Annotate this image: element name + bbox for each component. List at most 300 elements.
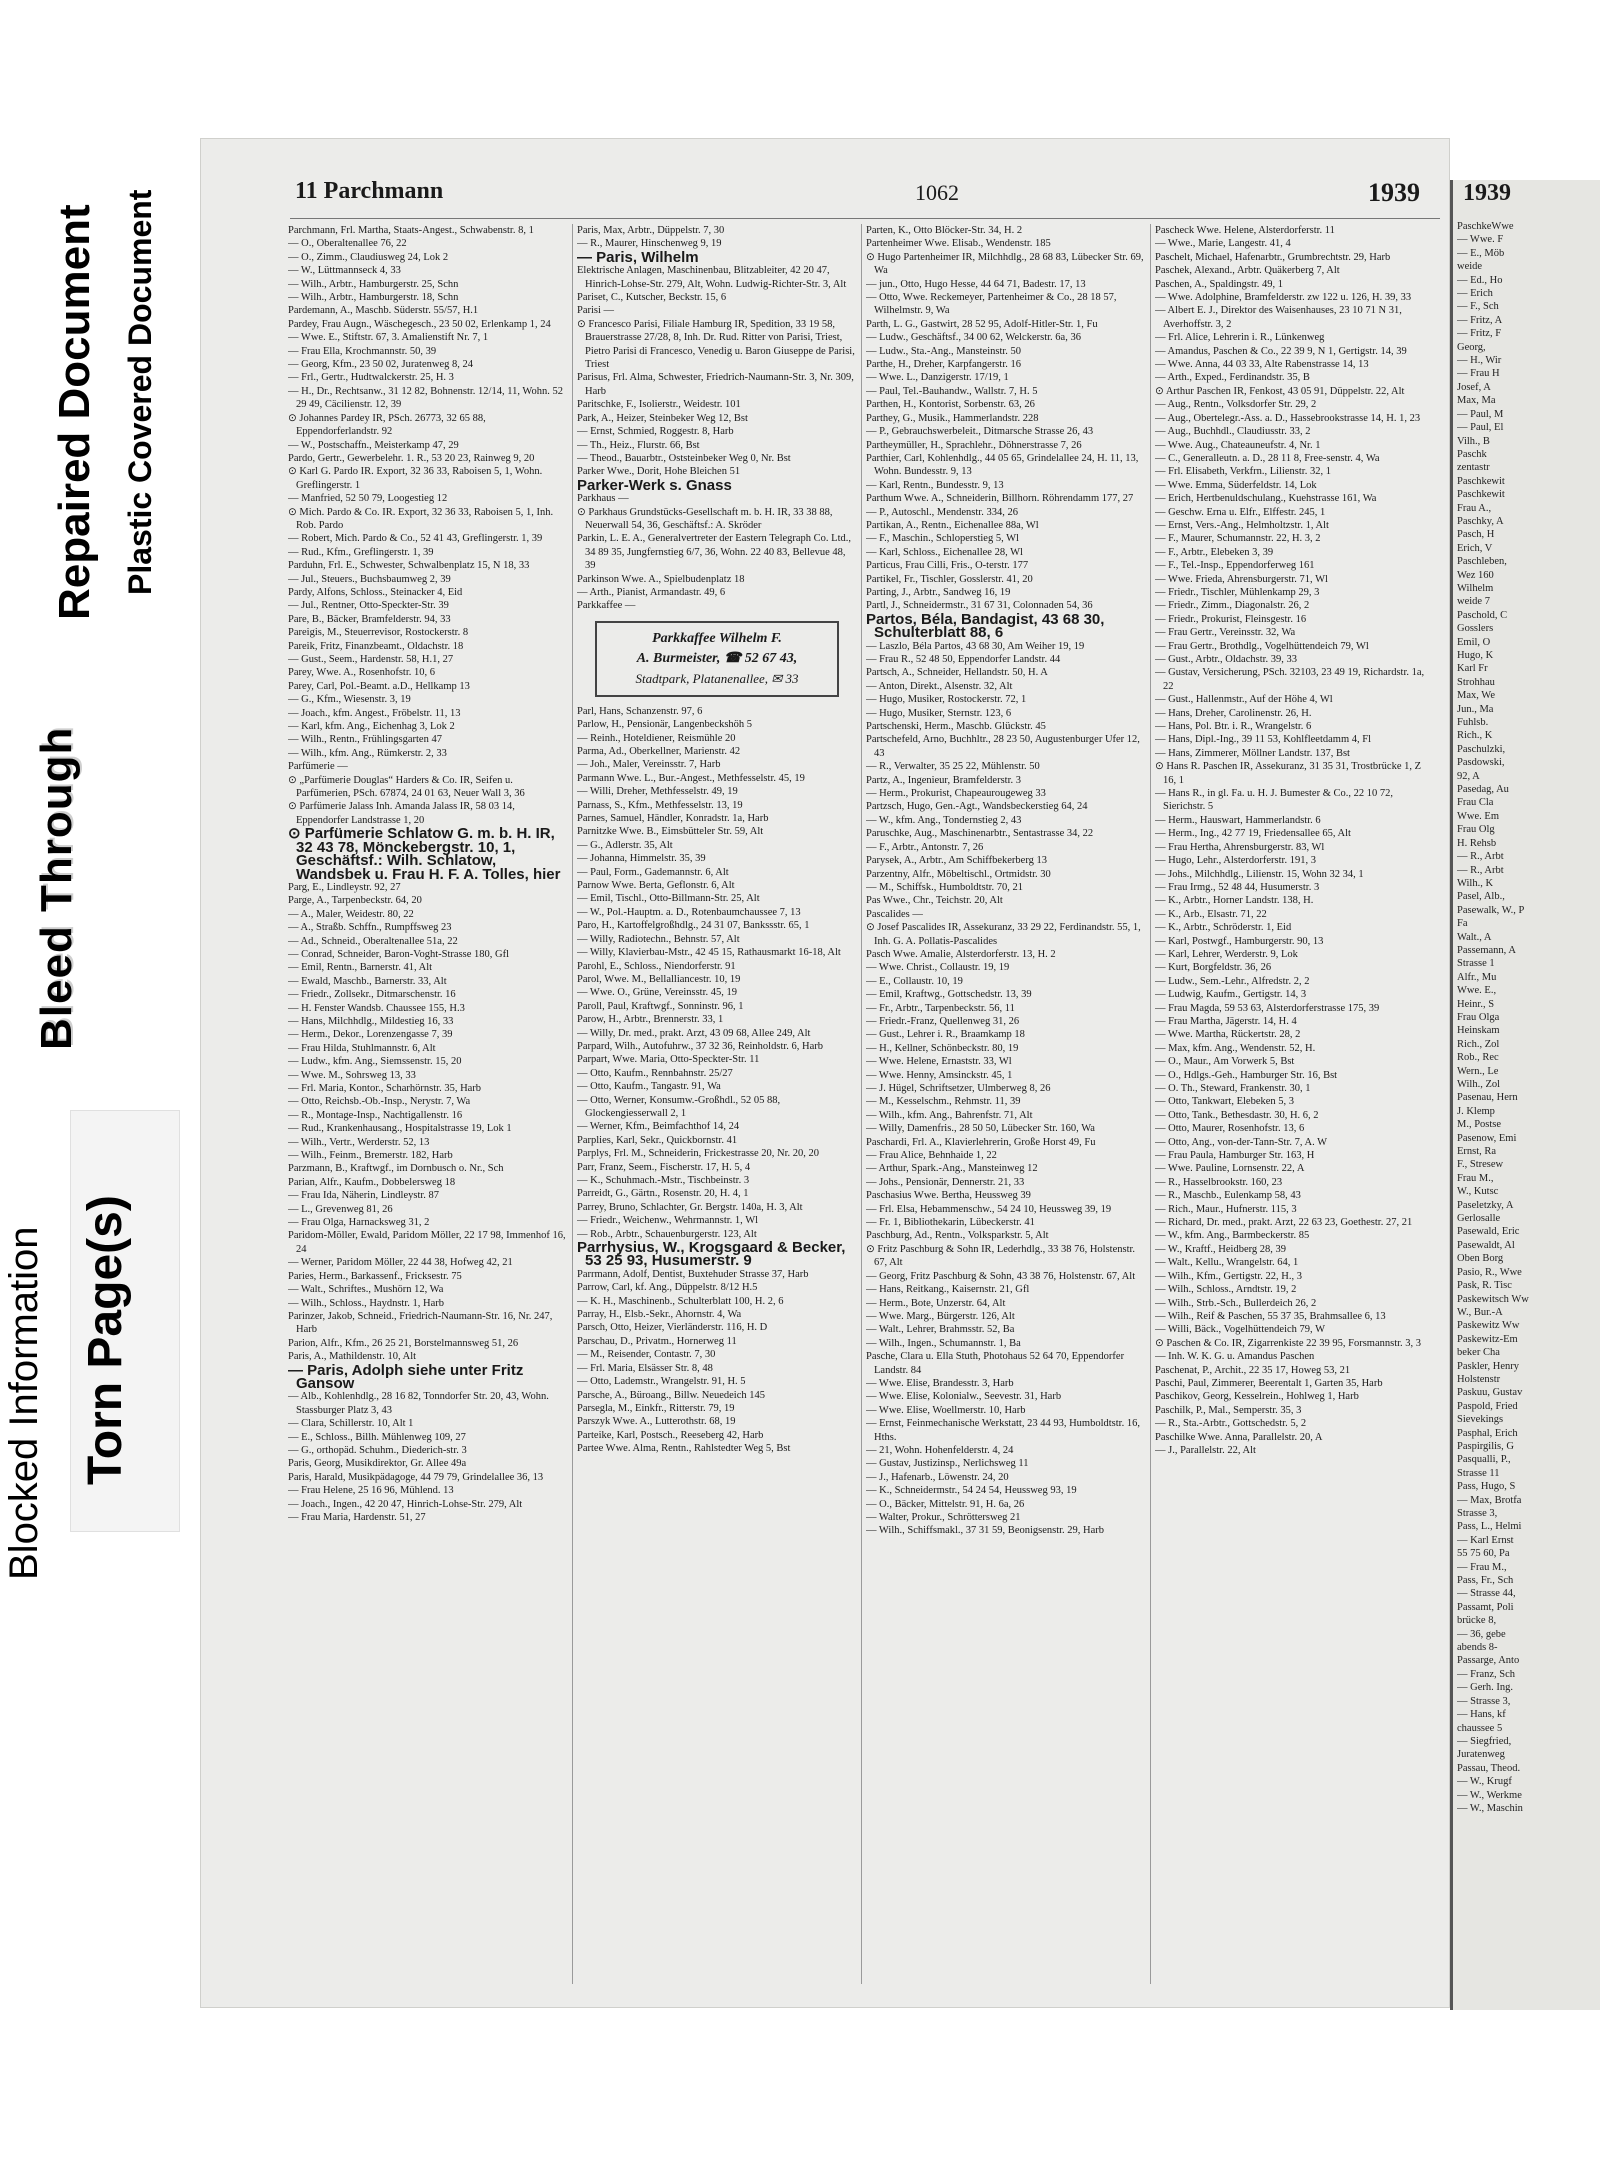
directory-entry: — Karl, Schloss., Eichenallee 28, Wl: [866, 546, 1023, 558]
bleed-through-label: Bleed Through: [32, 726, 81, 1050]
directory-entry: Parnitzke Wwe. B., Eimsbütteler Str. 59, Alt: [577, 826, 764, 838]
directory-entry: — R., Verwalter, 35 25 22, Mühlenstr. 50: [866, 761, 1040, 773]
directory-entry: Parker Wwe., Dorit, Hohe Bleichen 51: [577, 466, 741, 478]
directory-entry: — Hans, Zimmerer, Möllner Landstr. 137, Bst: [1155, 747, 1350, 759]
directory-entry: — Herm., Hauswart, Hammerlandstr. 6: [1155, 814, 1321, 826]
directory-entry: — Arth., Pianist, Armandastr. 49, 6: [577, 586, 726, 598]
directory-entry: — Herm., Prokurist, Chapeaurougeweg 33: [866, 788, 1046, 800]
directory-entry: Pas Wwe., Chr., Teichstr. 20, Alt: [866, 895, 1003, 907]
directory-column-2: [577, 224, 862, 1984]
directory-entry: — Georg, Fritz Paschburg & Sohn, 43 38 76, Holstenstr. 67, Alt: [866, 1270, 1136, 1282]
directory-entry: ⊙ Parfümerie Jalass Inh. Amanda Jalass IR, 58 03 14, Eppendorfer Landstrasse 1, 20: [288, 801, 515, 826]
directory-entry: — Paul, Form., Gademannstr. 6, Alt: [577, 866, 729, 878]
directory-entry: — Aug., Buchhdl., Claudiusstr. 33, 2: [1155, 426, 1311, 438]
directory-entry: Parplies, Karl, Sekr., Quickbornstr. 41: [577, 1134, 738, 1146]
directory-entry: Paro, H., Kartoffelgroßhdlg., 24 31 07, Bankssstr. 65, 1: [577, 920, 810, 932]
adjacent-entry: Passemann, A: [1457, 944, 1516, 956]
directory-entry: — Wwe. M., Sohrsweg 13, 33: [288, 1069, 416, 1081]
adjacent-entry: Rich., Zol: [1457, 1038, 1500, 1050]
directory-entry: Parrmann, Adolf, Dentist, Buxtehuder Strasse 37, Harb: [577, 1268, 809, 1280]
directory-entry: — Herm., Bote, Unzerstr. 64, Alt: [866, 1297, 1006, 1309]
adjacent-entry: — Frau H: [1457, 368, 1500, 380]
directory-entry: Parinzer, Jakob, Schneid., Friedrich-Naumann-Str. 16, Nr. 247, Harb: [288, 1310, 553, 1336]
directory-entry: — J., Hafenarb., Löwenstr. 24, 20: [866, 1471, 1009, 1483]
directory-entry: Paschelt, Michael, Hafenarbtr., Grumbrechtstr. 29, Harb: [1155, 251, 1391, 263]
adjacent-entry: Max, We: [1457, 690, 1496, 702]
adjacent-entry: beker Cha: [1457, 1347, 1500, 1359]
adjacent-entry: Pasedag, Au: [1457, 784, 1509, 796]
directory-entry: — Wwe. Henny, Amsinckstr. 45, 1: [866, 1069, 1013, 1081]
directory-entry: Parreidt, G., Gärtn., Rosenstr. 20, H. 4, 1: [577, 1188, 749, 1200]
directory-entry: Parr, Franz, Seem., Fischerstr. 17, H. 5, 4: [577, 1161, 751, 1173]
directory-entry: — Werner, Kfm., Beimfachthof 14, 24: [577, 1121, 740, 1133]
directory-entry: — Otto, Kaufm., Tangastr. 91, Wa: [577, 1081, 721, 1093]
adjacent-entry: 92, A: [1457, 770, 1480, 782]
directory-entry: Parysek, A., Arbtr., Am Schiffbekerberg 13: [866, 855, 1048, 867]
adjacent-entry: brücke 8,: [1457, 1615, 1497, 1627]
directory-entry: — Frau Alice, Behnhaide 1, 22: [866, 1150, 997, 1162]
adjacent-entry: Paschkewit: [1457, 489, 1505, 501]
directory-entry: Parol, Wwe. M., Bellalliancestr. 10, 19: [577, 973, 741, 985]
adjacent-entry: Alfr., Mu: [1457, 971, 1497, 983]
directory-entry: Partz, A., Ingenieur, Bramfelderstr. 3: [866, 774, 1021, 786]
directory-entry: — Wwe., Marie, Langestr. 41, 4: [1155, 238, 1291, 250]
adjacent-entry: F., Stresew: [1457, 1159, 1504, 1171]
page-number: 1062: [915, 180, 959, 205]
directory-entry: Paris, A., Mathildenstr. 10, Alt: [288, 1351, 417, 1363]
directory-entry: — Aug., Rentn., Volksdorfer Str. 29, 2: [1155, 399, 1317, 411]
directory-entry: — Friedr., Weichenw., Wehrmannstr. 1, Wl: [577, 1215, 759, 1227]
adjacent-entry: Rob., Rec: [1457, 1052, 1499, 1064]
adjacent-entry: — W., Maschin: [1457, 1802, 1523, 1814]
directory-entry: — Gustav, Versicherung, PSch. 32103, 23 49 19, Richardstr. 1a, 22: [1155, 667, 1425, 692]
directory-entry: — Willy, Radiotechn., Behnstr. 57, Alt: [577, 933, 740, 945]
directory-entry: Paris, Max, Arbtr., Düppelstr. 7, 30: [577, 225, 725, 236]
directory-entry: — Hans, Dreher, Carolinenstr. 26, H.: [1155, 707, 1312, 719]
directory-entry: — Otto, Tankwart, Elebeken 5, 3: [1155, 1096, 1295, 1108]
adjacent-entry: Fuhlsb.: [1457, 717, 1489, 729]
directory-entry: Paris, Harald, Musikpädagoge, 44 79 79, Grindelallee 36, 13: [288, 1471, 544, 1483]
adjacent-entry: — Gerh. Ing.: [1457, 1682, 1513, 1694]
adjacent-entry: Frau Olg: [1457, 824, 1495, 836]
directory-entry: — Johanna, Himmelstr. 35, 39: [577, 853, 706, 865]
adjacent-entry: — Paul, M: [1457, 408, 1504, 420]
directory-entry: — Karl, Lehrer, Werderstr. 9, Lok: [1155, 948, 1298, 960]
directory-entry: Parkhaus —: [577, 493, 629, 505]
directory-entry: Parey, Wwe. A., Rosenhofstr. 10, 6: [288, 667, 435, 679]
directory-entry: Parth, L. G., Gastwirt, 28 52 95, Adolf-Hitler-Str. 1, Fu: [866, 318, 1098, 330]
directory-entry: — Fr. 1, Bibliothekarin, Lübeckerstr. 41: [866, 1217, 1035, 1229]
directory-entry: Paschburg, Ad., Rentn., Volksparkstr. 5, Alt: [866, 1230, 1049, 1242]
directory-entry: — Wilh., Schloss., Haydnstr. 1, Harb: [288, 1297, 445, 1309]
directory-entry: ⊙ Josef Pascalides IR, Assekuranz, 33 29 22, Ferdinandstr. 55, 1, Inh. G. A. Pollatis-Pascalides: [866, 922, 1141, 947]
directory-entry: — R., Maschb., Eulenkamp 58, 43: [1155, 1190, 1301, 1202]
adjacent-entry: Georg,: [1457, 341, 1486, 353]
adjacent-entry: Vilh., B: [1457, 435, 1490, 447]
adjacent-entry: Paspirgilis, G: [1457, 1440, 1514, 1452]
adjacent-entry: Pasel, Alb.,: [1457, 891, 1505, 903]
directory-entry: Pare, B., Bäcker, Bramfelderstr. 94, 33: [288, 613, 451, 625]
directory-columns: [288, 224, 1448, 1984]
directory-entry: — Hans, Milchhdlg., Mildestieg 16, 33: [288, 1015, 454, 1027]
directory-entry: Parray, H., Elsb.-Sekr., Ahornstr. 4, Wa: [577, 1309, 742, 1321]
directory-entry: — Alb., Kohlenhdlg., 28 16 82, Tonndorfer Str. 20, 43, Wohn. Stassburger Platz 3, 43: [288, 1391, 549, 1416]
directory-entry: — Otto, Lademstr., Wrangelstr. 91, H. 5: [577, 1376, 746, 1388]
adjacent-entry: Frau M.,: [1457, 1172, 1494, 1184]
directory-entry: — Frau Gertr., Vereinsstr. 32, Wa: [1155, 627, 1296, 639]
directory-entry: Parnass, S., Kfm., Methfesselstr. 13, 19: [577, 799, 743, 811]
directory-entry: — jun., Otto, Hugo Hesse, 44 64 71, Badestr. 17, 13: [866, 278, 1086, 290]
ad-address: Stadtpark, Platanenallee,: [635, 670, 769, 686]
adjacent-entry: Wilhelm: [1457, 582, 1494, 594]
directory-entry: Paries, Herm., Barkassenf., Fricksestr. 75: [288, 1270, 462, 1282]
directory-entry: Parkinson Wwe. A., Spielbudenplatz 18: [577, 573, 745, 585]
directory-entry: Paschek, Alexand., Arbtr. Quäkerberg 7, Alt: [1155, 265, 1340, 277]
directory-entry: — Jul., Rentner, Otto-Speckter-Str. 39: [288, 600, 449, 612]
directory-entry: — Wilh., Schloss., Arndtstr. 19, 2: [1155, 1284, 1297, 1296]
directory-entry: — Ewald, Maschb., Barnerstr. 33, Alt: [288, 975, 447, 987]
adjacent-entry: Strasse 11: [1457, 1467, 1500, 1479]
adjacent-entry: PaschkeWwe: [1457, 221, 1514, 232]
directory-entry: Parteike, Karl, Postsch., Reeseberg 42, Harb: [577, 1429, 764, 1441]
directory-entry: — E., Collaustr. 10, 19: [866, 975, 963, 987]
adjacent-entry: Pasenow, Emi: [1457, 1132, 1517, 1144]
adjacent-entry: Wilh., K: [1457, 877, 1494, 889]
directory-entry: Parzentny, Alfr., Möbeltischl., Ortmidstr. 30: [866, 868, 1051, 880]
adjacent-entry: Karl Fr: [1457, 663, 1488, 675]
directory-entry: — Otto, Wwe. Reckemeyer, Partenheimer & Co., 28 18 57, Wilhelmstr. 9, Wa: [866, 292, 1117, 317]
adjacent-entry: Juratenweg: [1457, 1749, 1505, 1761]
directory-entry: — Hans, Pol. Btr. i. R., Wrangelstr. 6: [1155, 721, 1312, 733]
directory-entry: — Wwe. Frieda, Ahrensburgerstr. 71, Wl: [1155, 573, 1328, 585]
adjacent-entry: Passarge, Anto: [1457, 1655, 1520, 1667]
directory-entry: — Wwe. L., Danzigerstr. 17/19, 1: [866, 372, 1009, 384]
directory-entry: — A., Straßb. Schffn., Rumpffsweg 23: [288, 922, 452, 934]
adjacent-entry: Pasenau, Hern: [1457, 1092, 1518, 1104]
directory-entry: — Friedr., Zimm., Diagonalstr. 26, 2: [1155, 600, 1310, 612]
adjacent-entry: Strohhau: [1457, 676, 1495, 688]
directory-entry: Partee Wwe. Alma, Rentn., Rahlstedter Weg 5, Bst: [577, 1443, 791, 1455]
directory-entry: — M., Kesselschm., Rehmstr. 11, 39: [866, 1096, 1021, 1108]
directory-entry: — Wilh., Rentn., Frühlingsgarten 47: [288, 734, 442, 746]
directory-entry: — R., Hasselbrookstr. 160, 23: [1155, 1176, 1283, 1188]
directory-entry: — Th., Heiz., Flurstr. 66, Bst: [577, 439, 700, 451]
adjacent-entry: — F., Sch: [1457, 301, 1499, 313]
directory-entry: ⊙ Hugo Partenheimer IR, Milchhdlg., 28 68 83, Lübecker Str. 69, Wa: [866, 251, 1144, 277]
directory-entry: Parmann Wwe. L., Bur.-Angest., Methfesselstr. 45, 19: [577, 772, 805, 784]
directory-entry: Pasch Wwe. Amalie, Alsterdorferstr. 13, H. 2: [866, 948, 1056, 960]
directory-entry: — Walter, Prokur., Schröttersweg 21: [866, 1512, 1021, 1523]
plastic-covered-label: Plastic Covered Document: [122, 189, 158, 595]
directory-entry: Pardemann, A., Maschb. Süderstr. 55/57, H.1: [288, 305, 479, 317]
adjacent-entry: J. Klemp: [1457, 1105, 1495, 1117]
directory-entry: Partschefeld, Arno, Buchhltr., 28 23 50, Augustenburger Ufer 12, 43: [866, 734, 1140, 759]
directory-entry: Parker-Werk s. Gnass: [577, 476, 732, 494]
directory-entry: Parzmann, B., Kraftwgf., im Dornbusch o. Nr., Sch: [288, 1163, 504, 1175]
adjacent-entry: Paschleben,: [1457, 556, 1507, 568]
directory-entry: — W., Postschaffn., Meisterkamp 47, 29: [288, 439, 459, 451]
directory-entry: — K., Arb., Elsastr. 71, 22: [1155, 908, 1267, 920]
directory-entry: Parchmann, Frl. Martha, Staats-Angest., Schwabenstr. 8, 1: [288, 225, 534, 236]
directory-entry: Pardy, Alfons, Schloss., Steinacker 4, Eid: [288, 586, 463, 598]
directory-entry: — Wwe. Anna, 44 03 33, Alte Rabenstrasse 14, 13: [1155, 359, 1369, 371]
directory-entry: Pascheck Wwe. Helene, Alsterdorferstr. 11: [1155, 225, 1335, 236]
directory-entry: Parthum Wwe. A., Schneiderin, Billhorn. Röhrendamm 177, 27: [866, 493, 1134, 505]
directory-entry: — Rud., Krankenhausang., Hospitalstrasse 19, Lok 1: [288, 1123, 512, 1135]
directory-entry: — O., Oberaltenallee 76, 22: [288, 238, 407, 250]
adjacent-entry: — Karl Ernst: [1457, 1534, 1514, 1546]
directory-entry: — Ludwig, Kaufm., Gertigstr. 14, 3: [1155, 989, 1307, 1001]
directory-entry: Parszyk Wwe. A., Lutterothstr. 68, 19: [577, 1416, 736, 1428]
directory-entry: — Manfried, 52 50 79, Loogestieg 12: [288, 493, 448, 505]
directory-entry: — O., Zimm., Claudiusweg 24, Lok 2: [288, 251, 449, 263]
directory-entry: — O. Th., Steward, Frankenstr. 30, 1: [1155, 1083, 1311, 1094]
directory-entry: — Rob., Arbtr., Schauenburgerstr. 123, Alt: [577, 1228, 757, 1240]
directory-entry: — Frau Olga, Harnacksweg 31, 2: [288, 1217, 430, 1229]
adjacent-entry: Gosslers: [1457, 623, 1494, 635]
directory-entry: Paschardi, Frl. A., Klavierlehrerin, Große Horst 49, Fu: [866, 1136, 1096, 1148]
adjacent-entry: Holstenstr: [1457, 1373, 1501, 1385]
adjacent-entry: — Max, Brotfa: [1457, 1494, 1522, 1506]
directory-entry: — P., Gebrauchswerbeleit., Ditmarsche Strasse 26, 43: [866, 426, 1094, 438]
phone-icon: ☎: [723, 650, 742, 666]
adjacent-entry: Pass, L., Helmi: [1457, 1521, 1522, 1533]
directory-entry: — R., Sta.-Arbtr., Gottschedstr. 5, 2: [1155, 1418, 1307, 1430]
directory-entry: — Emil, Kraftwg., Gottschedstr. 13, 39: [866, 989, 1032, 1001]
adjacent-entry: — Wwe. F: [1457, 234, 1504, 246]
directory-entry: — Arthur, Spark.-Ang., Mansteinweg 12: [866, 1163, 1038, 1175]
directory-entry: — W., Lüttmannseck 4, 33: [288, 265, 401, 277]
directory-entry: — Rud., Kfm., Greflingerstr. 1, 39: [288, 546, 434, 558]
directory-entry: — Walt., Kellu., Wrangelstr. 64, 1: [1155, 1257, 1299, 1269]
directory-entry: — Friedr., Tischler, Mühlenkamp 29, 3: [1155, 586, 1320, 598]
directory-entry: Parian, Alfr., Kaufm., Dobbelersweg 18: [288, 1176, 456, 1188]
directory-entry: Partenheimer Wwe. Elisab., Wendenstr. 185: [866, 238, 1051, 250]
directory-entry: Park, A., Heizer, Steinbeker Weg 12, Bst: [577, 412, 748, 424]
directory-entry: Parschau, D., Privatm., Hornerweg 11: [577, 1335, 737, 1347]
directory-entry: — Joach., kfm. Angest., Fröbelstr. 11, 13: [288, 707, 461, 719]
adjacent-entry: — Ed., Ho: [1457, 274, 1503, 286]
page-header: [295, 178, 1430, 218]
directory-column-1: [288, 224, 573, 1984]
directory-entry: ⊙ Fritz Paschburg & Sohn IR, Lederhdlg., 33 38 76, Holstenstr. 67, Alt: [866, 1243, 1136, 1269]
adjacent-entry: Wilh., Zol: [1457, 1079, 1501, 1090]
directory-entry: Partikan, A., Rentn., Eichenallee 88a, Wl: [866, 519, 1039, 531]
directory-entry: Partheymüller, H., Sprachlehr., Döhnerstrasse 7, 26: [866, 439, 1082, 451]
directory-entry: — Theod., Bauarbtr., Oststeinbeker Weg 0, Nr. Bst: [577, 452, 791, 464]
adjacent-entry: Heinskam: [1457, 1025, 1500, 1037]
adjacent-entry: — H., Wir: [1457, 355, 1502, 367]
directory-entry: — C., Generalleutn. a. D., 28 11 8, Free-senstr. 4, Wa: [1155, 452, 1380, 464]
directory-entry: Paschen, A., Spaldingstr. 49, 1: [1155, 278, 1284, 290]
directory-entry: Parpard, Wilh., Autofuhrw., 37 32 36, Reinholdstr. 6, Harb: [577, 1040, 824, 1052]
directory-entry: — Otto, Kaufm., Rennbahnstr. 25/27: [577, 1067, 733, 1079]
directory-entry: Partl, J., Schneidermstr., 31 67 31, Colonnaden 54, 36: [866, 600, 1093, 612]
blocked-information-label: Blocked Information: [2, 1226, 46, 1580]
directory-entry: — Aug., Obertelegr.-Ass. a. D., Hassebrookstrasse 14, H. 1, 23: [1155, 412, 1421, 424]
adjacent-entry: Pass, Hugo, S: [1457, 1481, 1516, 1493]
directory-entry: — Ludw., Sem.-Lehr., Alfredstr. 2, 2: [1155, 975, 1310, 987]
directory-entry: — Wwe. Marg., Bürgerstr. 126, Alt: [866, 1310, 1015, 1322]
directory-entry: Pascalides —: [866, 908, 923, 920]
directory-entry: — Wilh., kfm. Ang., Rümkerstr. 2, 33: [288, 747, 447, 759]
directory-entry: — F., Tel.-Insp., Eppendorferweg 161: [1155, 560, 1315, 572]
directory-entry: — G., orthopäd. Schuhm., Diederich-str. 3: [288, 1444, 467, 1456]
mail-icon: ✉: [771, 670, 783, 686]
directory-entry: — Frau Gertr., Brothdlg., Vogelhüttendeich 79, Wl: [1155, 640, 1369, 652]
directory-entry: — Paul, Tel.-Bauhandw., Wallstr. 7, H. 5: [866, 385, 1038, 397]
directory-entry: Parthen, H., Kontorist, Sorbenstr. 63, 26: [866, 399, 1035, 411]
directory-entry: — K., Arbtr., Schröderstr. 1, Eid: [1155, 922, 1292, 934]
directory-entry: — Frau Magda, 59 53 63, Alsterdorferstrasse 175, 39: [1155, 1002, 1380, 1014]
directory-entry: — Frl. Elsa, Hebammenschw., 54 24 10, Heussweg 39, 19: [866, 1203, 1112, 1215]
adjacent-entry: Rich., K: [1457, 730, 1493, 742]
directory-entry: — Gust., Hallenmstr., Auf der Höhe 4, Wl: [1155, 694, 1333, 706]
directory-entry: Pareik, Fritz, Finanzbeamt., Oldachstr. 18: [288, 640, 464, 652]
adjacent-page-column: [1457, 220, 1597, 1815]
directory-entry: — K., Schneidermstr., 54 24 54, Heussweg 93, 19: [866, 1485, 1077, 1497]
adjacent-entry: Josef, A: [1457, 381, 1491, 393]
adjacent-entry: Emil, O: [1457, 636, 1491, 648]
directory-entry: Pariset, C., Kutscher, Beckstr. 15, 6: [577, 292, 727, 304]
directory-entry: ⊙ Karl G. Pardo IR. Export, 32 36 33, Raboisen 5, 1, Wohn. Greflingerstr. 1: [288, 466, 543, 491]
directory-entry: — Ernst, Schmied, Roggestr. 8, Harb: [577, 426, 734, 438]
directory-entry: — M., Schiffsk., Humboldtstr. 70, 21: [866, 881, 1024, 893]
adjacent-entry: Passamt, Poli: [1457, 1601, 1514, 1613]
directory-entry: — O., Bäcker, Mittelstr. 91, H. 6a, 26: [866, 1498, 1025, 1510]
directory-entry: — Johs., Pensionär, Dennerstr. 21, 33: [866, 1176, 1025, 1188]
directory-entry: — Gustav, Justizinsp., Nerlichsweg 11: [866, 1458, 1029, 1470]
directory-entry: Parnow Wwe. Berta, Geflonstr. 6, Alt: [577, 880, 735, 892]
directory-entry: — O., Maur., Am Vorwerk 5, Bst: [1155, 1056, 1295, 1068]
adjacent-entry: W., Kutsc: [1457, 1186, 1499, 1198]
adjacent-entry: Paschky, A: [1457, 515, 1504, 527]
directory-entry: — Wwe. Aug., Chateauneufstr. 4, Nr. 1: [1155, 439, 1321, 451]
directory-entry: — K., Arbtr., Horner Landstr. 138, H.: [1155, 895, 1314, 907]
directory-entry: — Karl, kfm. Ang., Eichenhag 3, Lok 2: [288, 721, 455, 733]
directory-entry: — Albert E. J., Direktor des Waisenhauses, 23 10 71 N 31, Averhoffstr. 3, 2: [1155, 305, 1402, 330]
adjacent-entry: Wern., Le: [1457, 1065, 1499, 1077]
directory-entry: — K., Schuhmach.-Mstr., Tischbeinstr. 3: [577, 1175, 750, 1186]
directory-entry: Parisi —: [577, 305, 615, 317]
directory-entry: — E., Schloss., Billh. Mühlenweg 109, 27: [288, 1431, 466, 1443]
adjacent-entry: — R., Arbt: [1457, 864, 1504, 876]
directory-entry: — Frau Maria, Hardenstr. 51, 27: [288, 1512, 426, 1523]
directory-entry: Partschenski, Herm., Maschb. Glückstr. 45: [866, 721, 1046, 733]
adjacent-entry: Heinr., S: [1457, 998, 1495, 1010]
adjacent-entry: Paschulzki,: [1457, 743, 1506, 755]
directory-entry: — Frl. Elisabeth, Verkfrn., Lilienstr. 32, 1: [1155, 466, 1331, 478]
directory-entry: — F., Maschin., Schloperstieg 5, Wl: [866, 533, 1019, 545]
directory-entry: — Fr., Arbtr., Tarpenbeckstr. 56, 11: [866, 1002, 1015, 1014]
directory-entry: Parsche, A., Büroang., Billw. Neuedeich 145: [577, 1389, 765, 1401]
directory-entry: Parsegla, M., Einkfr., Ritterstr. 79, 19: [577, 1402, 735, 1414]
directory-entry: — K. H., Maschinenb., Schulterblatt 100, H. 2, 6: [577, 1295, 784, 1307]
directory-entry: — F., Arbtr., Elebeken 3, 39: [1155, 546, 1274, 558]
directory-entry: — Rich., Maur., Hufnerstr. 115, 3: [1155, 1203, 1297, 1215]
ad-line-2: [605, 649, 829, 669]
directory-entry: — Conrad, Schneider, Baron-Voght-Strasse 180, Gfl: [288, 948, 510, 960]
directory-entry: — Kurt, Borgfeldstr. 36, 26: [1155, 962, 1272, 974]
adjacent-entry: Frau Olga: [1457, 1011, 1500, 1023]
directory-entry: — Emil, Rentn., Barnerstr. 41, Alt: [288, 962, 433, 974]
adjacent-entry: — Paul, El: [1457, 422, 1504, 434]
directory-entry: Paruschke, Aug., Maschinenarbtr., Sentastrasse 34, 22: [866, 828, 1094, 840]
directory-entry: — Wwe. Elise, Woellmerstr. 10, Harb: [866, 1404, 1026, 1416]
adjacent-entry: Pask, R. Tisc: [1457, 1280, 1512, 1292]
directory-entry: Parge, A., Tarpenbeckstr. 64, 20: [288, 895, 422, 907]
ad-line-3: [605, 669, 829, 689]
adjacent-entry: Paspold, Fried: [1457, 1400, 1518, 1412]
directory-entry: — Wilh., Schiffsmakl., 37 31 59, Beonigsenstr. 29, Harb: [866, 1525, 1105, 1537]
directory-entry: Paschilke Wwe. Anna, Parallelstr. 20, A: [1155, 1431, 1323, 1443]
directory-entry: Parrhysius, W., Krogsgaard & Becker, 53 25 93, Husumerstr. 9: [577, 1239, 846, 1270]
directory-entry: — Ernst, Vers.-Ang., Helmholtzstr. 1, Alt: [1155, 519, 1329, 531]
directory-entry: — H., Kellner, Schönbeckstr. 80, 19: [866, 1042, 1019, 1054]
adjacent-entry: Paskuu, Gustav: [1457, 1387, 1523, 1399]
directory-entry: — Inh. W. K. G. u. Amandus Paschen: [1155, 1351, 1315, 1363]
adjacent-entry: — Franz, Sch: [1457, 1668, 1516, 1680]
directory-entry: — A., Maler, Weidestr. 80, 22: [288, 908, 414, 920]
directory-entry: — Willy, Damenfris., 28 50 50, Lübecker Str. 160, Wa: [866, 1123, 1095, 1135]
directory-entry: — Hans, Reitkang., Kaisernstr. 21, Gfl: [866, 1284, 1030, 1296]
directory-entry: — Willy, Dr. med., prakt. Arzt, 43 09 68, Allee 249, Alt: [577, 1027, 811, 1039]
directory-entry: Paschasius Wwe. Bertha, Heussweg 39: [866, 1190, 1031, 1202]
adjacent-entry: Wez 160: [1457, 569, 1494, 581]
directory-entry: Pareigis, M., Steuerrevisor, Rostockerstr. 8: [288, 627, 469, 639]
year-label: 1939: [1368, 178, 1420, 207]
directory-entry: — Friedr.-Franz, Quellenweg 31, 26: [866, 1015, 1020, 1027]
directory-entry: Parl, Hans, Schanzenstr. 97, 6: [577, 705, 703, 717]
directory-entry: — Wwe. Emma, Süderfeldstr. 14, Lok: [1155, 479, 1317, 491]
directory-entry: Parthey, G., Musik., Hammerlandstr. 228: [866, 412, 1039, 424]
directory-entry: — Wwe. Christ., Collaustr. 19, 19: [866, 962, 1010, 974]
directory-entry: Partos, Béla, Bandagist, 43 68 30, Schulterblatt 88, 6: [866, 610, 1105, 642]
directory-entry: — Hugo, Lehr., Alsterdorferstr. 191, 3: [1155, 855, 1316, 867]
directory-entry: Pardey, Frau Augn., Wäschegesch., 23 50 02, Erlenkamp 1, 24: [288, 318, 551, 330]
adjacent-entry: Pasdowski,: [1457, 757, 1505, 769]
directory-entry: — P., Autoschl., Mendenstr. 334, 26: [866, 506, 1018, 518]
directory-entry: — Walt., Lehrer, Brahmsstr. 52, Ba: [866, 1324, 1015, 1336]
directory-entry: Parisus, Frl. Alma, Schwester, Friedrich-Naumann-Str. 3, Nr. 309, Harb: [577, 372, 854, 397]
directory-entry: — Frau Ella, Krochmannstr. 50, 39: [288, 345, 437, 357]
directory-entry: — Wwe. Adolphine, Bramfelderstr. zw 122 u. 126, H. 39, 33: [1155, 292, 1412, 304]
directory-entry: — Wwe. Helene, Ernaststr. 33, Wl: [866, 1056, 1012, 1068]
directory-column-3: [866, 224, 1151, 1984]
directory-entry: Particus, Frau Cilli, Fris., O-terstr. 177: [866, 560, 1029, 572]
directory-entry: — Otto, Werner, Konsumw.-Großhdl., 52 05 88, Glockengiesserwall 2, 1: [577, 1094, 781, 1119]
directory-entry: Partzsch, Hugo, Gen.-Agt., Wandsbeckerstieg 64, 24: [866, 801, 1088, 813]
directory-entry: ⊙ Hans R. Paschen IR, Assekuranz, 31 35 31, Trostbrücke 1, Z 16, 1: [1155, 761, 1422, 786]
adjacent-entry: Hugo, K: [1457, 650, 1494, 661]
directory-entry: — Karl, Rentn., Bundesstr. 9, 13: [866, 479, 1004, 491]
directory-entry: ⊙ „Parfümerie Douglas“ Harders & Co. IR, Seifen u. Parfümerien, PSch. 67874, 24 01 63, Neuer Wall 3, 36: [288, 774, 525, 800]
directory-entry: Paritschke, F., Isolierstr., Weidestr. 101: [577, 399, 741, 411]
adjacent-entry: 55 75 60, Pa: [1457, 1548, 1510, 1560]
adjacent-entry: Pasewaldt, Al: [1457, 1239, 1515, 1251]
directory-entry: — Frau Ida, Näherin, Lindleystr. 87: [288, 1190, 440, 1202]
adjacent-entry: Pasewalk, W., P: [1457, 904, 1525, 916]
adjacent-entry: — Fritz, F: [1457, 328, 1502, 340]
directory-entry: — Friedr., Prokurist, Fleinsgestr. 16: [1155, 613, 1307, 625]
directory-entry: — Wilh., Ingen., Schumannstr. 1, Ba: [866, 1337, 1021, 1349]
directory-entry: — W., kfm. Ang., Barmbeckerstr. 85: [1155, 1230, 1310, 1242]
directory-entry: — Richard, Dr. med., prakt. Arzt, 22 63 23, Goethestr. 27, 21: [1155, 1217, 1413, 1229]
directory-entry: — Gust., Arbtr., Oldachstr. 39, 33: [1155, 654, 1298, 665]
directory-entry: — Erich, Hertbenuldschulang., Kuehstrasse 161, Wa: [1155, 493, 1377, 505]
directory-entry: — H. Fenster Wandsb. Chaussee 155, H.3: [288, 1002, 465, 1014]
directory-entry: — Laszlo, Béla Partos, 43 68 30, Am Weiher 19, 19: [866, 640, 1085, 652]
